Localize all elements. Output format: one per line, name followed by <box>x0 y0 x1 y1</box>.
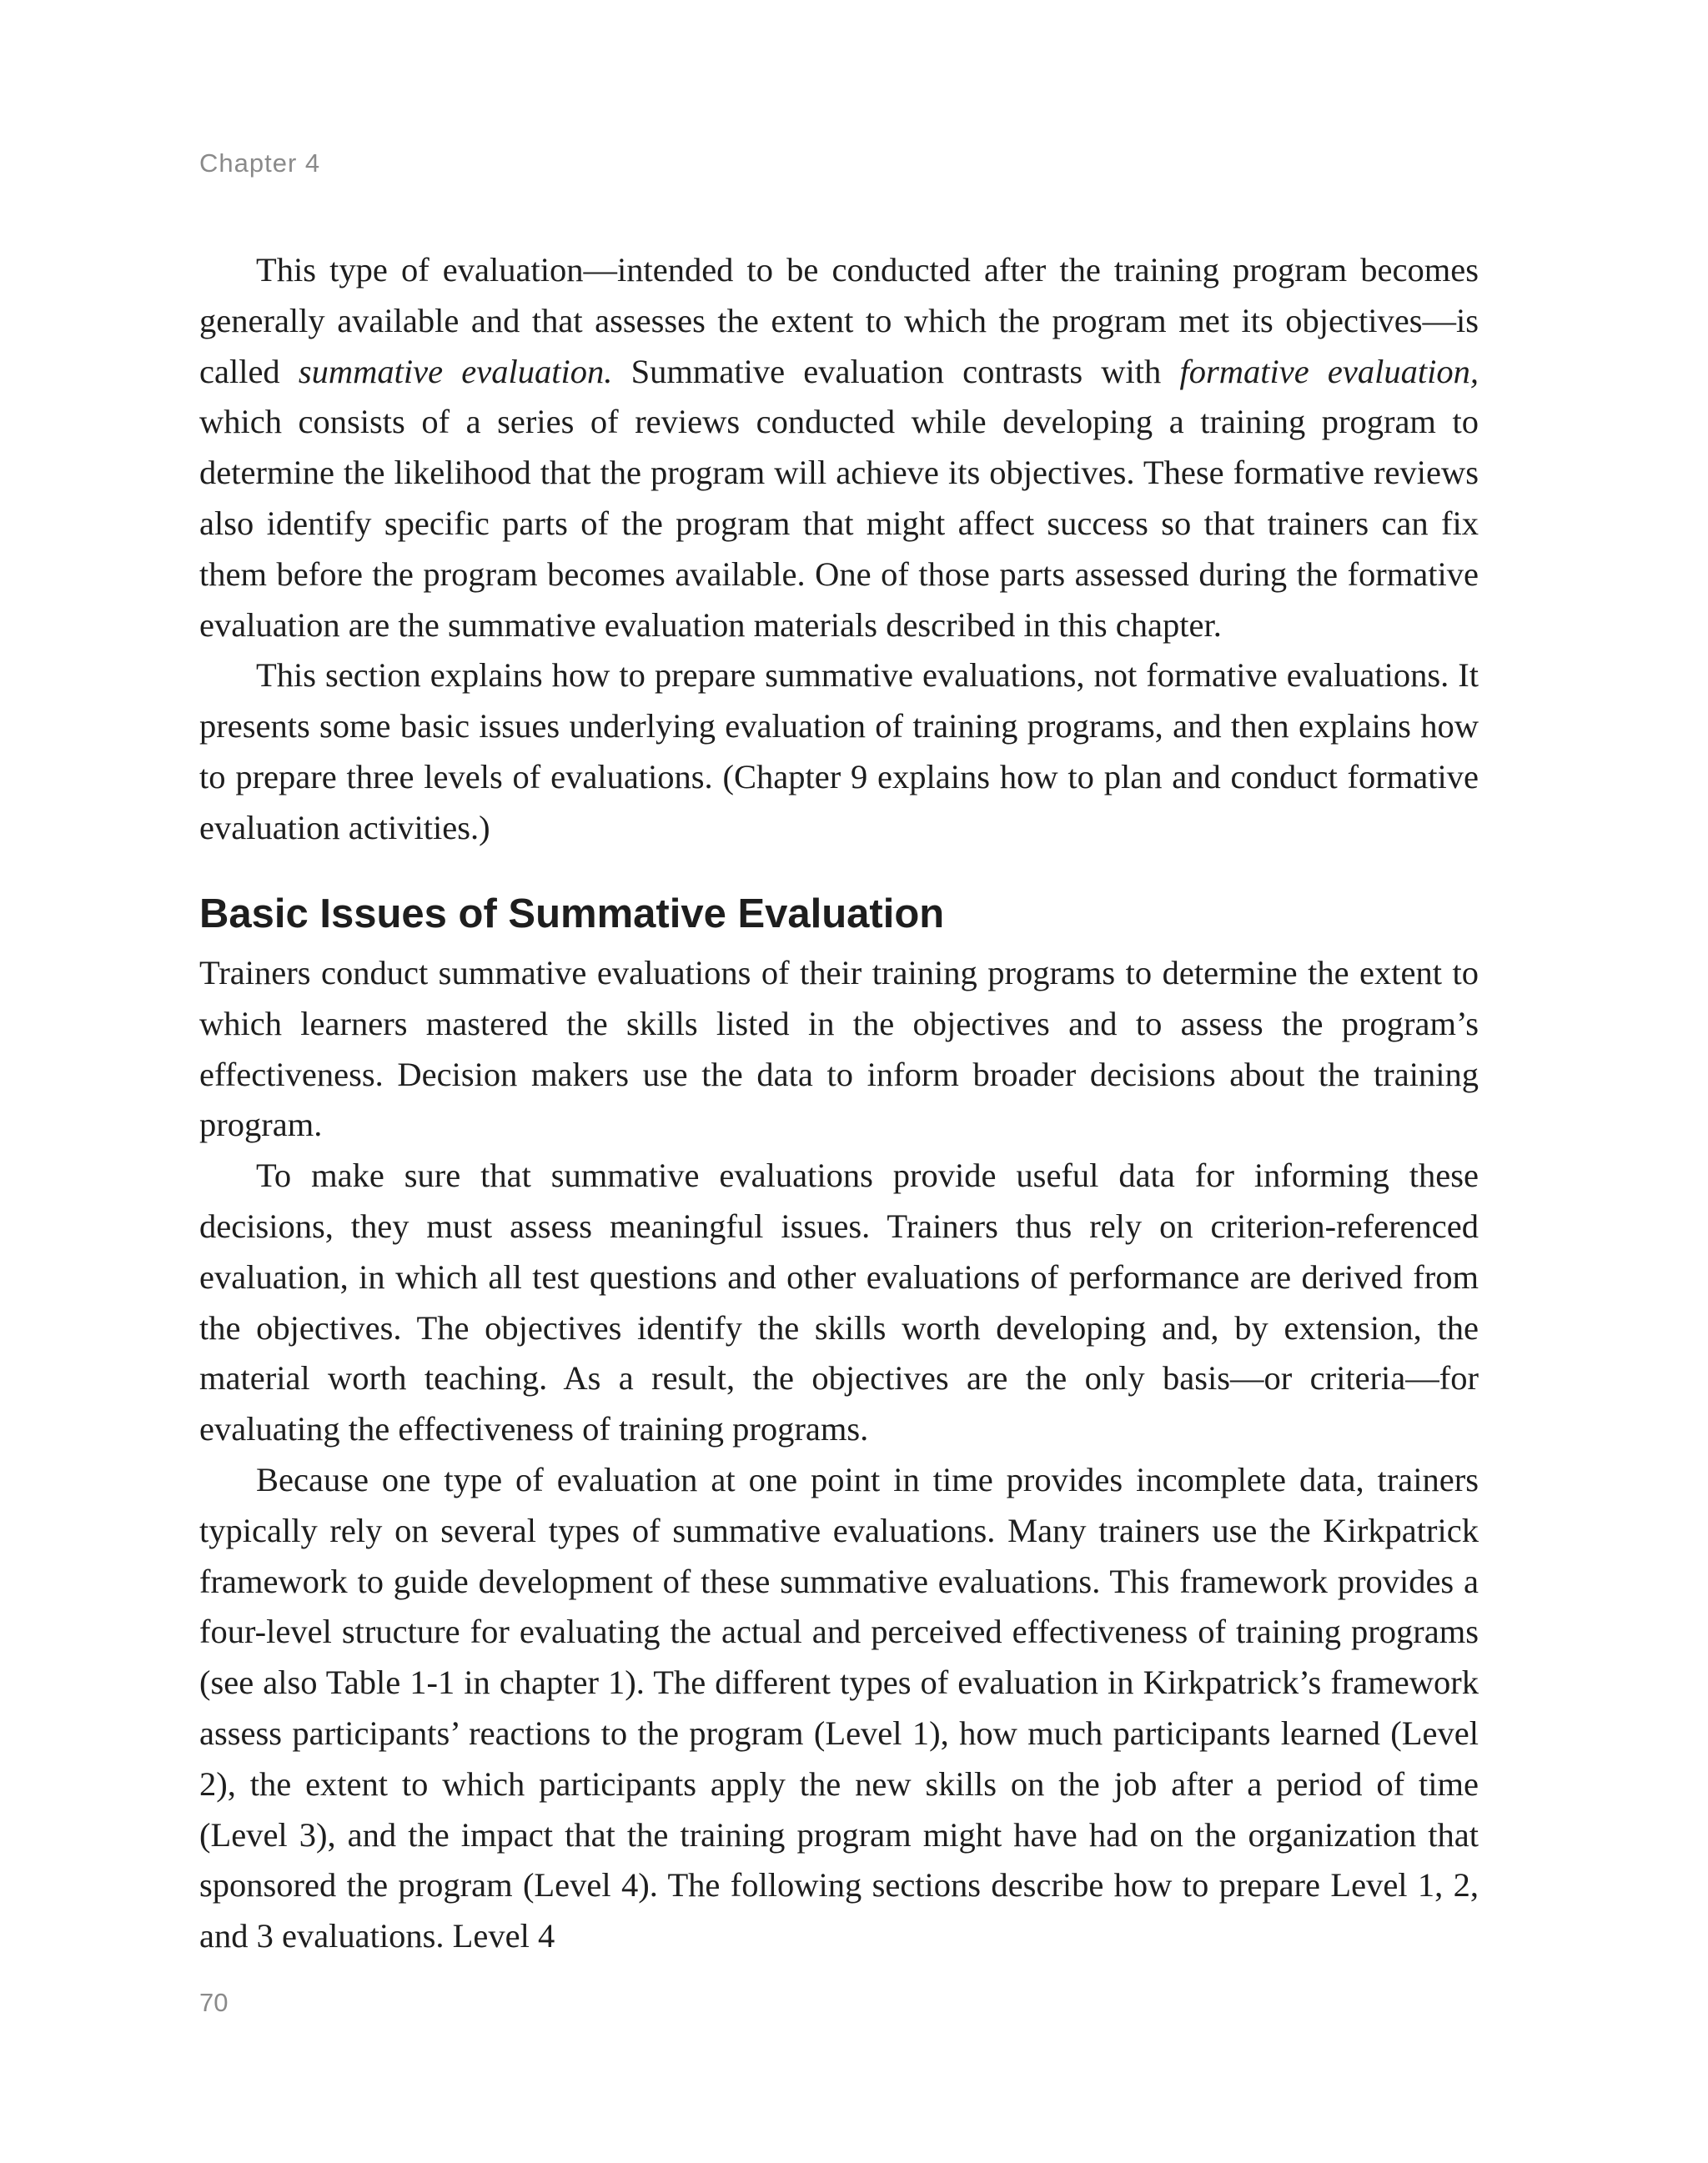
section-heading: Basic Issues of Summative Evaluation <box>199 891 945 936</box>
term-summative-evaluation: summative evaluation. <box>298 352 613 390</box>
section-paragraph-3: Because one type of evaluation at one point in time provides incomplete data, trainers typically rely on several types of summative evaluations. Many trainers use the Kirkpatrick framework to guide development of these summative evaluations. This framework provides a four-level structure for evaluating the actual and perceived effectiveness of training programs (see also Table 1-1 in chapter 1). The different types of evaluation in Kirkpatrick’s framework assess participants’ reactions to the program (Level 1), how much participants learned (Level 2), the extent to which participants apply the new skills on the job after a period of time (Level 3), and the impact that the training program might have had on the organization that sponsored the program (Level 4). The following sections describe how to prepare Level 1, 2, and 3 evaluations. Level 4 <box>199 1460 1479 1955</box>
intro-paragraph-1 <box>199 245 1479 650</box>
page-number: 70 <box>199 1988 229 2017</box>
intro-paragraph-1-text-a: This type of evaluation—intended to be conducted after the training program becomes generally available and that assesses the extent to which the program met its objectives—is called <box>199 251 1479 390</box>
term-formative-evaluation: formative evaluation, <box>1179 352 1479 390</box>
section-text-block <box>199 948 1479 1962</box>
intro-text-block <box>199 245 1479 854</box>
section-paragraph-2: To make sure that summative evaluations provide useful data for informing these decisions, they must assess meaningful issues. Trainers thus rely on criterion-referenced evaluation, in which all test questions and other evaluations of performance are derived from the objectives. The objectives identify the skills worth developing and, by extension, the material worth teaching. As a result, the objectives are the only basis—or criteria—for evaluating the effectiveness of training programs. <box>199 1157 1479 1448</box>
section-paragraph-1: Trainers conduct summative evaluations of their training programs to determine the extent to which learners mastered the skills listed in the objectives and to assess the program’s effectiveness. Decision makers use the data to inform broader decisions about the training program. <box>199 954 1479 1144</box>
intro-paragraph-1-text-b: Summative evaluation contrasts with <box>612 352 1180 390</box>
running-head: Chapter 4 <box>199 148 321 178</box>
intro-paragraph-1-text-c: which consists of a series of reviews conducted while developing a training program to determine the likelihood that the program will achieve its objectives. These formative reviews also identify specific parts of the program that might affect success so that trainers can fix them before the program becomes available. One of those parts assessed during the formative evaluation are the summative evaluation materials described in this chapter. <box>199 403 1479 644</box>
intro-paragraph-2: This section explains how to prepare summative evaluations, not formative evaluations. It presents some basic issues underlying evaluation of training programs, and then explains how to prepare three levels of evaluations. (Chapter 9 explains how to plan and conduct formative evaluation activities.) <box>199 656 1479 846</box>
